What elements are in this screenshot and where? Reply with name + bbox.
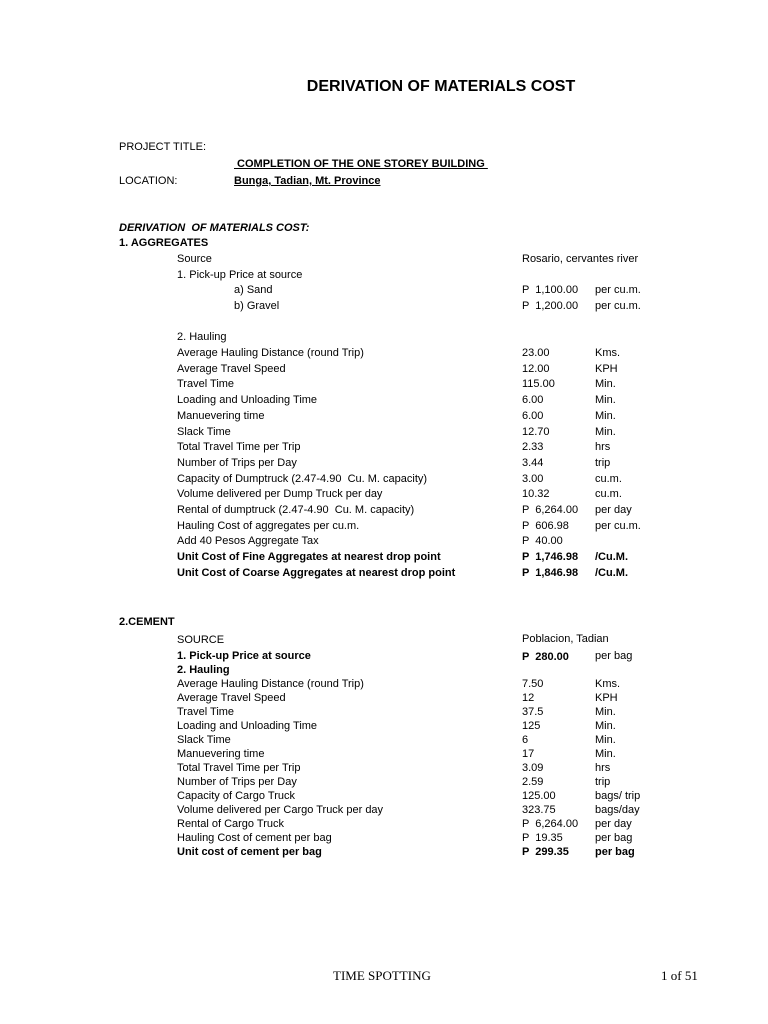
aggregates-row-unit: /Cu.M. [595, 551, 628, 564]
aggregates-row-label: Average Travel Speed [177, 362, 286, 375]
aggregates-row-label: Travel Time [177, 378, 235, 391]
cement-row-label: Hauling Cost of cement per bag [177, 832, 332, 844]
aggregates-row-value: 115.00 [522, 378, 555, 391]
aggregates-row-label: Average Hauling Distance (round Trip) [177, 347, 364, 359]
cement-row-unit: Min. [595, 734, 616, 746]
cement-row-unit: bags/ trip [595, 790, 641, 802]
footer-left-text: TIME SPOTTING [333, 968, 431, 983]
aggregates-row-value: P 40.00 [522, 535, 563, 548]
cement-row-value: 3.09 [522, 762, 544, 774]
cement-row-unit: Kms. [595, 678, 621, 690]
aggregates-row-value: P 1,746.98 [522, 551, 579, 564]
aggregates-row-label: Unit Cost of Fine Aggregates at nearest drop point [177, 551, 441, 564]
aggregates-heading: 1. AGGREGATES [119, 237, 209, 249]
cement-row-unit: per day [595, 818, 632, 830]
cement-row-label: Number of Trips per Day [177, 776, 297, 788]
cement-row-label: Total Travel Time per Trip [177, 762, 301, 774]
aggregates-hauling-label: 2. Hauling [177, 331, 227, 343]
cement-row-unit: KPH [595, 692, 618, 704]
cement-row-value: P 19.35 [522, 832, 563, 844]
aggregates-row-value: 12.00 [522, 362, 550, 375]
cement-row-label: Volume delivered per Cargo Truck per day [177, 804, 384, 816]
aggregates-row-value: 6.00 [522, 409, 544, 422]
aggregates-row-value: P 606.98 [522, 519, 569, 532]
cement-row-unit: bags/day [595, 804, 640, 816]
gravel-value: P 1,200.00 [522, 300, 579, 312]
cement-source-label: SOURCE [177, 634, 225, 646]
aggregates-row-unit: trip [595, 456, 611, 469]
aggregates-row-unit: Min. [595, 394, 616, 407]
page-title: DERIVATION OF MATERIALS COST [306, 78, 576, 95]
aggregates-row-value: 3.00 [522, 472, 544, 485]
cement-row-unit: trip [595, 776, 611, 788]
aggregates-row-unit: Min. [595, 425, 616, 438]
aggregates-row-value: P 6,264.00 [522, 504, 579, 516]
cement-row-value: 7.50 [522, 678, 544, 690]
cement-row-value: 17 [522, 748, 535, 760]
cement-row-unit: per bag [595, 832, 633, 844]
aggregates-row-unit: Kms. [595, 347, 621, 359]
project-title-value: COMPLETION OF THE ONE STOREY BUILDING [234, 158, 488, 170]
cement-row-value: 125.00 [522, 790, 556, 802]
aggregates-row-label: Hauling Cost of aggregates per cu.m. [177, 519, 360, 532]
aggregates-row-label: Loading and Unloading Time [177, 394, 318, 407]
location-label: LOCATION: [119, 175, 178, 187]
aggregates-row-value: 3.44 [522, 456, 544, 469]
aggregates-row-unit: hrs [595, 441, 611, 454]
cement-row-label: Average Travel Speed [177, 692, 286, 704]
cement-row-value: 12 [522, 692, 535, 704]
sand-unit: per cu.m. [595, 284, 641, 296]
aggregates-row-label: Capacity of Dumptruck (2.47-4.90 Cu. M. capacity) [177, 472, 428, 485]
aggregates-row-label: Slack Time [177, 425, 231, 438]
aggregates-row-value: 6.00 [522, 394, 544, 407]
aggregates-row-label: Unit Cost of Coarse Aggregates at nearest drop point [177, 566, 456, 579]
aggregates-pickup-label: 1. Pick-up Price at source [177, 269, 303, 281]
aggregates-row-unit: per day [595, 504, 632, 516]
cement-row-unit: per bag [595, 846, 635, 858]
cement-row-value: 6 [522, 734, 529, 746]
aggregates-row-unit: cu.m. [595, 472, 622, 485]
cement-pickup-value: P 280.00 [522, 651, 569, 663]
aggregates-row-value: 2.33 [522, 441, 544, 454]
sand-label: a) Sand [234, 284, 273, 296]
aggregates-row-label: Rental of dumptruck (2.47-4.90 Cu. M. capacity) [177, 504, 415, 516]
cement-row-unit: hrs [595, 762, 611, 774]
cement-row-label: Travel Time [177, 706, 235, 718]
aggregates-source-label: Source [177, 253, 212, 265]
cement-row-value: P 6,264.00 [522, 818, 579, 830]
aggregates-row-unit: Min. [595, 409, 616, 422]
location-value: Bunga, Tadian, Mt. Province [234, 175, 381, 187]
aggregates-row-label: Volume delivered per Dump Truck per day [177, 488, 383, 501]
cement-source-value: Poblacion, Tadian [522, 633, 609, 645]
aggregates-row-unit: /Cu.M. [595, 566, 628, 579]
aggregates-row-unit: Min. [595, 378, 616, 391]
cement-heading: 2.CEMENT [119, 616, 175, 628]
gravel-label: b) Gravel [234, 300, 280, 312]
project-title-label: PROJECT TITLE: [119, 141, 207, 153]
cement-row-value: 37.5 [522, 706, 544, 718]
cement-row-value: P 299.35 [522, 846, 569, 858]
cement-row-label: Loading and Unloading Time [177, 720, 318, 732]
aggregates-row-value: 10.32 [522, 488, 550, 501]
aggregates-row-label: Number of Trips per Day [177, 456, 297, 469]
cement-hauling-label: 2. Hauling [177, 664, 230, 676]
aggregates-row-value: P 1,846.98 [522, 566, 579, 579]
aggregates-row-unit: cu.m. [595, 488, 622, 501]
sand-value: P 1,100.00 [522, 284, 579, 296]
aggregates-row-label: Manuevering time [177, 409, 265, 422]
cement-pickup-unit: per bag [595, 650, 633, 662]
cement-row-label: Slack Time [177, 734, 231, 746]
cement-row-unit: Min. [595, 720, 616, 732]
cement-row-value: 2.59 [522, 776, 544, 788]
cement-row-label: Unit cost of cement per bag [177, 846, 322, 858]
aggregates-row-value: 12.70 [522, 425, 550, 438]
aggregates-row-label: Add 40 Pesos Aggregate Tax [177, 535, 319, 548]
cement-row-unit: Min. [595, 706, 616, 718]
section-heading: DERIVATION OF MATERIALS COST: [119, 222, 310, 234]
aggregates-row-label: Total Travel Time per Trip [177, 441, 301, 454]
aggregates-row-unit: KPH [595, 362, 618, 375]
cement-row-unit: Min. [595, 748, 616, 760]
cement-row-label: Average Hauling Distance (round Trip) [177, 678, 364, 690]
cement-row-label: Manuevering time [177, 748, 265, 760]
cement-row-label: Capacity of Cargo Truck [177, 790, 295, 802]
cement-row-value: 125 [522, 720, 541, 732]
cement-pickup-label: 1. Pick-up Price at source [177, 650, 311, 662]
page-number: 1 of 51 [661, 968, 698, 983]
aggregates-row-value: 23.00 [522, 347, 550, 359]
aggregates-row-unit: per cu.m. [595, 519, 641, 532]
cement-row-label: Rental of Cargo Truck [177, 818, 284, 830]
aggregates-source-value: Rosario, cervantes river [522, 253, 639, 265]
cement-row-value: 323.75 [522, 804, 556, 816]
gravel-unit: per cu.m. [595, 300, 641, 312]
